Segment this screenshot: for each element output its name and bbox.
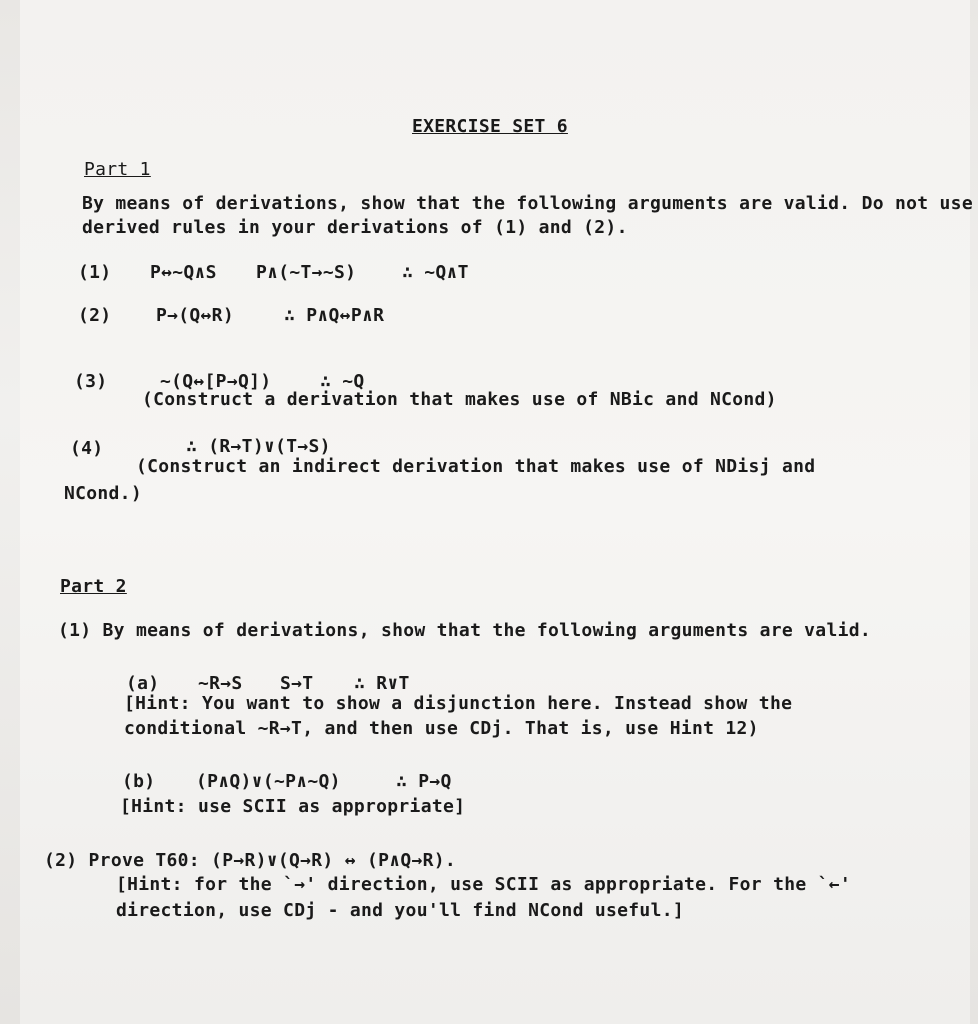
item3-number: (3) xyxy=(74,371,108,392)
item3-premise1: ~(Q↔[P→Q]) xyxy=(160,371,272,392)
item1-premise2: P∧(~T→~S) xyxy=(256,262,357,283)
item1-premise1: P↔~Q∧S xyxy=(150,262,217,283)
q1b-label: (b) xyxy=(122,771,156,792)
item1-conclusion: ∴ ~Q∧T xyxy=(402,262,469,283)
item2-number: (2) xyxy=(78,305,112,326)
q1a-label: (a) xyxy=(126,673,160,694)
item4-conclusion: ∴ (R→T)∨(T→S) xyxy=(186,436,331,457)
part1-intro-line1: By means of derivations, show that the following arguments are valid. Do not use xyxy=(82,193,973,214)
part2-question2: (2) Prove T60: (P→R)∨(Q→R) ↔ (P∧Q→R). xyxy=(44,850,457,871)
item2-premise1: P→(Q↔R) xyxy=(156,305,234,326)
item1-number: (1) xyxy=(78,262,112,283)
q1a-hint-line1: [Hint: You want to show a disjunction here. Instead show the xyxy=(124,693,793,714)
q2-hint-line1: [Hint: for the `→' direction, use SCII as appropriate. For the `←' xyxy=(116,874,852,895)
item4-note-line1: (Construct an indirect derivation that makes use of NDisj and xyxy=(136,456,816,477)
page-title: EXERCISE SET 6 xyxy=(412,116,568,137)
item2-conclusion: ∴ P∧Q↔P∧R xyxy=(284,305,385,326)
item3-conclusion: ∴ ~Q xyxy=(320,371,365,392)
q1a-hint-line2: conditional ~R→T, and then use CDj. That is, use Hint 12) xyxy=(124,718,759,739)
item4-note-line2: NCond.) xyxy=(64,483,142,504)
q1b-hint: [Hint: use SCII as appropriate] xyxy=(120,796,466,817)
item3-note: (Construct a derivation that makes use of NBic and NCond) xyxy=(142,389,777,410)
q1b-conclusion: ∴ P→Q xyxy=(396,771,452,792)
q1a-premise2: S→T xyxy=(280,673,314,694)
part2-heading: Part 2 xyxy=(60,576,127,597)
item4-number: (4) xyxy=(70,438,104,459)
q1b-premise1: (P∧Q)∨(~P∧~Q) xyxy=(196,771,341,792)
q1a-premise1: ~R→S xyxy=(198,673,243,694)
q1a-conclusion: ∴ R∨T xyxy=(354,673,410,694)
part1-intro-line2: derived rules in your derivations of (1) and (2). xyxy=(82,217,628,238)
part2-question1: (1) By means of derivations, show that the following arguments are valid. xyxy=(58,620,871,641)
part1-heading: Part 1 xyxy=(84,159,151,180)
q2-hint-line2: direction, use CDj - and you'll find NCond useful.] xyxy=(116,900,684,921)
